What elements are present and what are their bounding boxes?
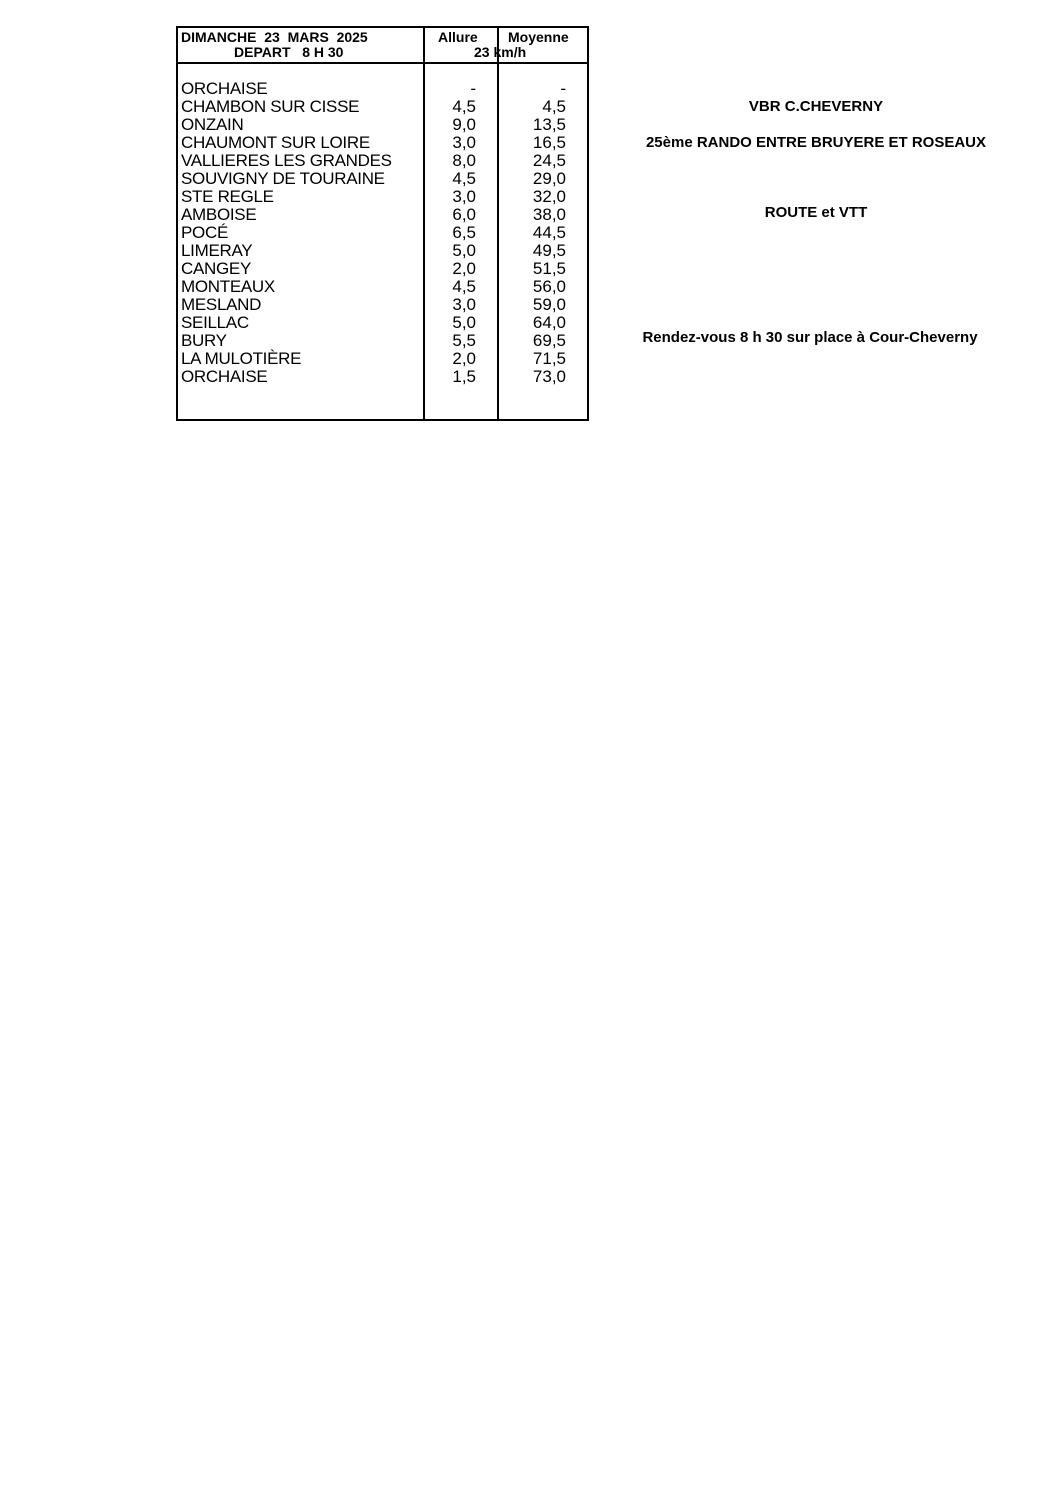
table-date: DIMANCHE 23 MARS 2025	[181, 29, 368, 45]
table-body	[178, 80, 587, 386]
allure-value: 4,5	[452, 169, 476, 188]
moyenne-value: 51,5	[532, 259, 566, 278]
place-name: SOUVIGNY DE TOURAINE	[181, 169, 385, 188]
place-name: CHAUMONT SUR LOIRE	[181, 133, 370, 152]
allure-value: 3,0	[452, 187, 476, 206]
table-row	[178, 98, 587, 116]
allure-value: 4,5	[452, 97, 476, 116]
moyenne-value: 24,5	[532, 151, 566, 170]
moyenne-value: 69,5	[532, 331, 566, 350]
moyenne-value: 44,5	[532, 223, 566, 242]
place-name: LIMERAY	[181, 241, 253, 260]
allure-value: -	[470, 79, 476, 98]
place-name: SEILLAC	[181, 313, 249, 332]
column-header-allure: Allure	[438, 29, 478, 45]
place-name: CANGEY	[181, 259, 251, 278]
table-row	[178, 332, 587, 350]
place-name: ONZAIN	[181, 115, 244, 134]
moyenne-value: 29,0	[532, 169, 566, 188]
allure-value: 3,0	[452, 133, 476, 152]
allure-value: 3,0	[452, 295, 476, 314]
event-type: ROUTE et VTT	[764, 204, 868, 221]
allure-value: 2,0	[452, 259, 476, 278]
place-name: POCÉ	[181, 223, 228, 242]
allure-value: 4,5	[452, 277, 476, 296]
table-row	[178, 188, 587, 206]
table-row	[178, 278, 587, 296]
table-row	[178, 134, 587, 152]
table-row	[178, 206, 587, 224]
table-row	[178, 314, 587, 332]
event-title: 25ème RANDO ENTRE BRUYERE ET ROSEAUX	[645, 134, 987, 151]
allure-value: 9,0	[452, 115, 476, 134]
table-row	[178, 224, 587, 242]
moyenne-value: -	[560, 79, 566, 98]
table-row	[178, 350, 587, 368]
table-row	[178, 152, 587, 170]
allure-value: 5,0	[452, 241, 476, 260]
table-speed: 23 km/h	[474, 44, 527, 60]
table-row	[178, 260, 587, 278]
table-row	[178, 116, 587, 134]
place-name: ORCHAISE	[181, 367, 268, 386]
allure-value: 6,5	[452, 223, 476, 242]
club-name: VBR C.CHEVERNY	[748, 98, 884, 115]
moyenne-value: 13,5	[532, 115, 566, 134]
allure-value: 8,0	[452, 151, 476, 170]
place-name: MESLAND	[181, 295, 262, 314]
table-row	[178, 80, 587, 98]
header-divider	[178, 62, 587, 64]
table-row	[178, 368, 587, 386]
place-name: LA MULOTIÈRE	[181, 349, 302, 368]
moyenne-value: 59,0	[532, 295, 566, 314]
place-name: AMBOISE	[181, 205, 257, 224]
allure-value: 2,0	[452, 349, 476, 368]
place-name: VALLIERES LES GRANDES	[181, 151, 392, 170]
moyenne-value: 32,0	[532, 187, 566, 206]
moyenne-value: 56,0	[532, 277, 566, 296]
allure-value: 6,0	[452, 205, 476, 224]
moyenne-value: 73,0	[532, 367, 566, 386]
moyenne-value: 4,5	[542, 97, 566, 116]
place-name: CHAMBON SUR CISSE	[181, 97, 360, 116]
place-name: ORCHAISE	[181, 79, 268, 98]
rendezvous-note: Rendez-vous 8 h 30 sur place à Cour-Cheverny	[642, 329, 978, 346]
column-header-moyenne: Moyenne	[508, 29, 569, 45]
place-name: STE REGLE	[181, 187, 274, 206]
moyenne-value: 64,0	[532, 313, 566, 332]
allure-value: 5,5	[452, 331, 476, 350]
table-depart-time: DEPART 8 H 30	[234, 44, 344, 60]
table-row	[178, 242, 587, 260]
moyenne-value: 16,5	[532, 133, 566, 152]
table-row	[178, 296, 587, 314]
moyenne-value: 49,5	[532, 241, 566, 260]
allure-value: 1,5	[452, 367, 476, 386]
table-row	[178, 170, 587, 188]
moyenne-value: 38,0	[532, 205, 566, 224]
allure-value: 5,0	[452, 313, 476, 332]
route-table	[176, 26, 589, 421]
place-name: MONTEAUX	[181, 277, 275, 296]
place-name: BURY	[181, 331, 227, 350]
moyenne-value: 71,5	[532, 349, 566, 368]
